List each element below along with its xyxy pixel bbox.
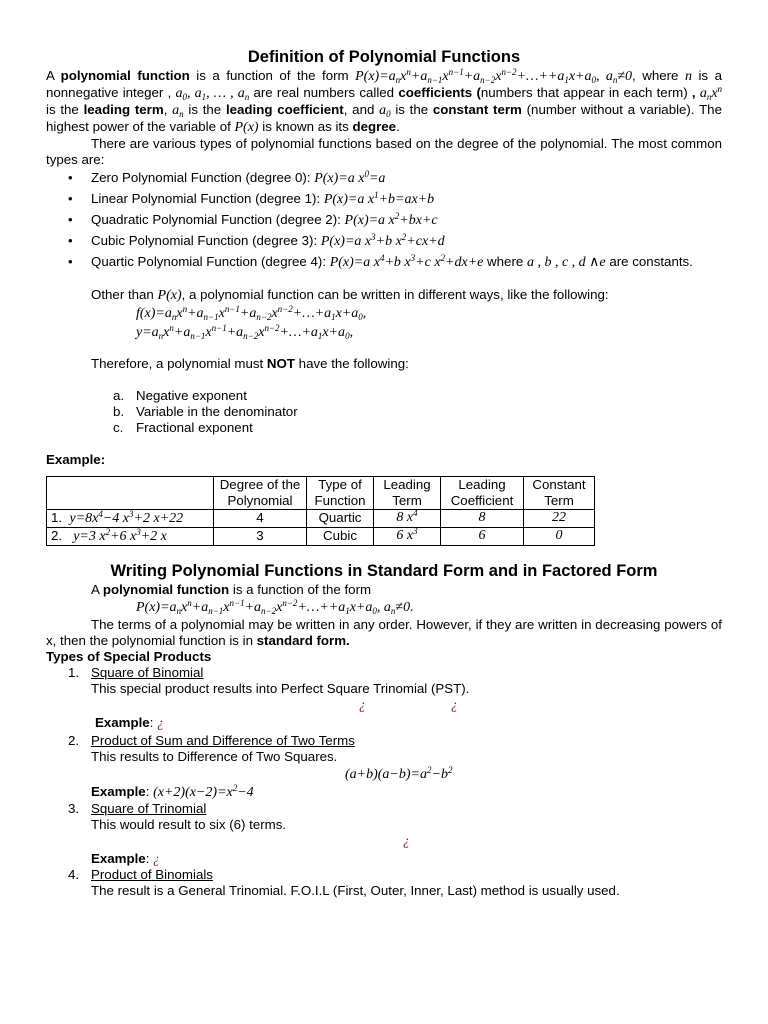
section-title-definition: Definition of Polynomial Functions: [247, 48, 521, 66]
list-item: • Quadratic Polynomial Function (degree 2): P(x)=a $x^2+bx+c$: [46, 210, 722, 231]
list-item: • Zero Polynomial Function (degree 0): P(x)=a $x^0=a$: [46, 168, 722, 189]
list-item: 1. Square of Binomial This special product results into Perfect Square Trinomial (PST). ¿ ¿ Example: ¿: [68, 665, 470, 730]
list-item: 2. Product of Sum and Difference of Two Terms This results to Difference of Two Squares. $(a+b)(a-b)=a^2-b^2$ Example: $(x+2)(x-2)=x^2-4$: [68, 733, 453, 800]
list-item: 3. Square of Trinomial This would result to six (6) terms. ¿ Example: ¿: [68, 801, 410, 866]
y-notation-formula: $y=a_nx^n+a_{n-1}x^{n-1}+a_{n-2}x^{n-2}+\dots+a_1x+a_0$,: [136, 323, 354, 341]
list-item: • Linear Polynomial Function (degree 1): P(x)=a $x^1+b=ax+b$: [46, 189, 722, 210]
list-item: 4. Product of Binomials The result is a General Trinomial. F.O.I.L (First, Outer, Inner, Last) method is usually used.: [68, 867, 620, 898]
list-item: c. Fractional exponent: [113, 420, 253, 435]
special-products-list: [46, 665, 722, 899]
example-table: [46, 476, 595, 546]
standard-form-formula: $P(x)=a_nx^n+a_{n-1}x^{n-1}+a_{n-2}x^{n-2}+\dots++a_1x+a_0$, $a_n\ne 0$.: [136, 598, 414, 616]
special-products-title: Types of Special Products: [46, 649, 212, 664]
standard-form-paragraph: The terms of a polynomial may be written in any order. However, if they are written in decreasing powers of x, then the polynomial function is in standard form.: [46, 617, 722, 648]
table-row: 1. $y=8x^4-4$ $x^3+2$ x+22 4 Quartic 8 $x^4$ 8 22: [47, 510, 595, 528]
table-row: 2. y=3 $x^2+6$ $x^3+2$ x 3 Cubic 6 $x^3$ 6 0: [47, 528, 595, 546]
list-item: • Cubic Polynomial Function (degree 3): P(x)=a $x^3+b$ $x^2+cx+d$: [46, 231, 722, 252]
list-item: b. Variable in the denominator: [113, 404, 298, 419]
standard-intro: A polynomial function is a function of the form: [91, 582, 372, 597]
other-than-paragraph: Other than P(x), a polynomial function can be written in different ways, like the following:: [91, 287, 609, 303]
not-allowed-list: [46, 388, 722, 436]
polynomial-types-list: [46, 168, 722, 273]
section-title-standard-form: Writing Polynomial Functions in Standard Form and in Factored Form: [110, 562, 658, 580]
therefore-paragraph: Therefore, a polynomial must NOT have the following:: [91, 356, 409, 371]
function-notation-formula: $f(x)=a_nx^n+a_{n-1}x^{n-1}+a_{n-2}x^{n-2}+\dots+a_1x+a_0$,: [136, 304, 367, 322]
types-intro: There are various types of polynomial functions based on the degree of the polynomial. The most common types are:: [46, 136, 722, 167]
list-item: • Quartic Polynomial Function (degree 4): P(x)=a $x^4+b$ $x^3+c$ $x^2+dx+e$ where a , b , c , d ∧e are constants.: [46, 252, 722, 273]
table-header-row: Degree of the Polynomial Type of Function Leading Term Leading Coefficient Constant Term: [47, 477, 595, 510]
definition-paragraph: A polynomial function is a function of the form $P(x)=a_nx^n+a_{n-1}x^{n-1}+a_{n-2}x^{n-2}+\dots++a_1x+a_0$, $a_n\ne 0$, where n is a nonnegative integer , $a_0$, $a_1$, … , $a_n$ are real numbers called coefficients (numbers that appear in each term) , $a_nx^n$ is the leading term, $a_n$ is the leading coefficient, and $a_0$ is the constant term (number without a variable). The highest power of the variable of P(x) is known as its degree.: [46, 67, 723, 135]
example-label: Example:: [46, 452, 106, 467]
general-polynomial-formula: $P(x)=a_nx^n+a_{n-1}x^{n-1}+a_{n-2}x^{n-2}+\dots++a_1x+a_0$, $a_n\ne 0$: [355, 67, 633, 85]
list-item: a. Negative exponent: [113, 388, 247, 403]
document-page: [46, 46, 722, 899]
